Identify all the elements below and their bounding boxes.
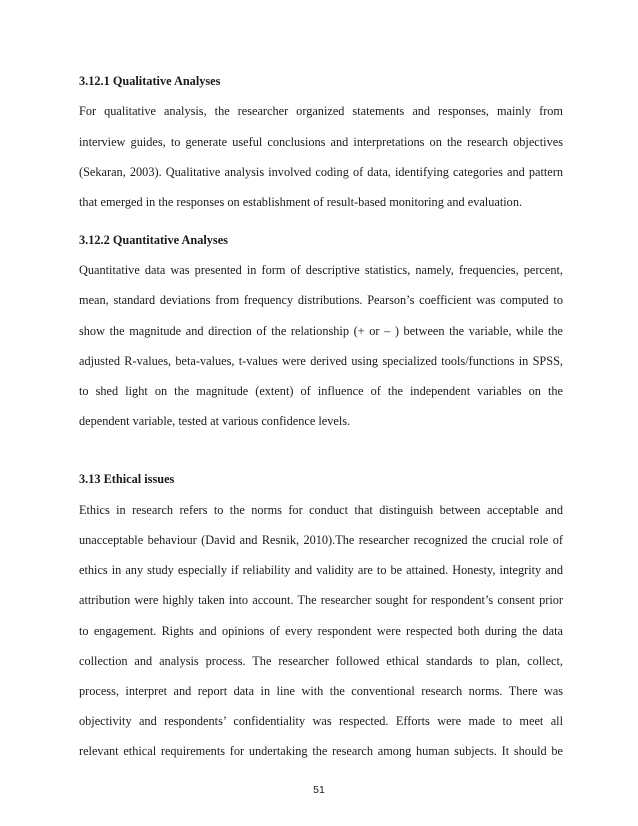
paragraph-line: adjusted R-values, beta-values, t-values were derived using specialized tools/functions in SPSS,	[79, 354, 563, 368]
paragraph-line: Quantitative data was presented in form of descriptive statistics, namely, frequencies, percent,	[79, 263, 563, 277]
paragraph-line: dependent variable, tested at various confidence levels.	[79, 414, 351, 428]
paragraph-line: unacceptable behaviour (David and Resnik, 2010).The researcher recognized the crucial role of	[79, 533, 563, 547]
paragraph-line: (Sekaran, 2003). Qualitative analysis involved coding of data, identifying categories and pattern	[79, 165, 563, 179]
heading-qualitative-analyses: 3.12.1 Qualitative Analyses	[79, 74, 221, 88]
heading-quantitative-analyses: 3.12.2 Quantitative Analyses	[79, 233, 228, 247]
paragraph-line: interview guides, to generate useful conclusions and interpretations on the research objectives	[79, 135, 563, 149]
paragraph-line: For qualitative analysis, the researcher organized statements and responses, mainly from	[79, 104, 563, 118]
heading-ethical-issues: 3.13 Ethical issues	[79, 472, 175, 486]
paragraph-line: objectivity and respondents’ confidentiality was respected. Efforts were made to meet all	[79, 714, 563, 728]
paragraph-line: to engagement. Rights and opinions of every respondent were respected both during the data	[79, 624, 563, 638]
paragraph-line: that emerged in the responses on establishment of result-based monitoring and evaluation.	[79, 195, 523, 209]
page-number: 51	[313, 784, 325, 796]
paragraph-line: mean, standard deviations from frequency distributions. Pearson’s coefficient was computed to	[79, 293, 563, 307]
paragraph-line: ethics in any study especially if reliability and validity are to be attained. Honesty, integrity and	[79, 563, 563, 577]
paragraph-line: to shed light on the magnitude (extent) of influence of the independent variables on the	[79, 384, 563, 398]
paragraph-line: collection and analysis process. The researcher followed ethical standards to plan, collect,	[79, 654, 563, 668]
paragraph-line: relevant ethical requirements for undertaking the research among human subjects. It should be	[79, 744, 563, 758]
paragraph-line: attribution were highly taken into account. The researcher sought for respondent’s consent prior	[79, 593, 563, 607]
paragraph-line: process, interpret and report data in line with the conventional research norms. There was	[79, 684, 563, 698]
paragraph-line: show the magnitude and direction of the relationship (+ or – ) between the variable, while the	[79, 324, 563, 338]
paragraph-line: Ethics in research refers to the norms for conduct that distinguish between acceptable and	[79, 503, 563, 517]
